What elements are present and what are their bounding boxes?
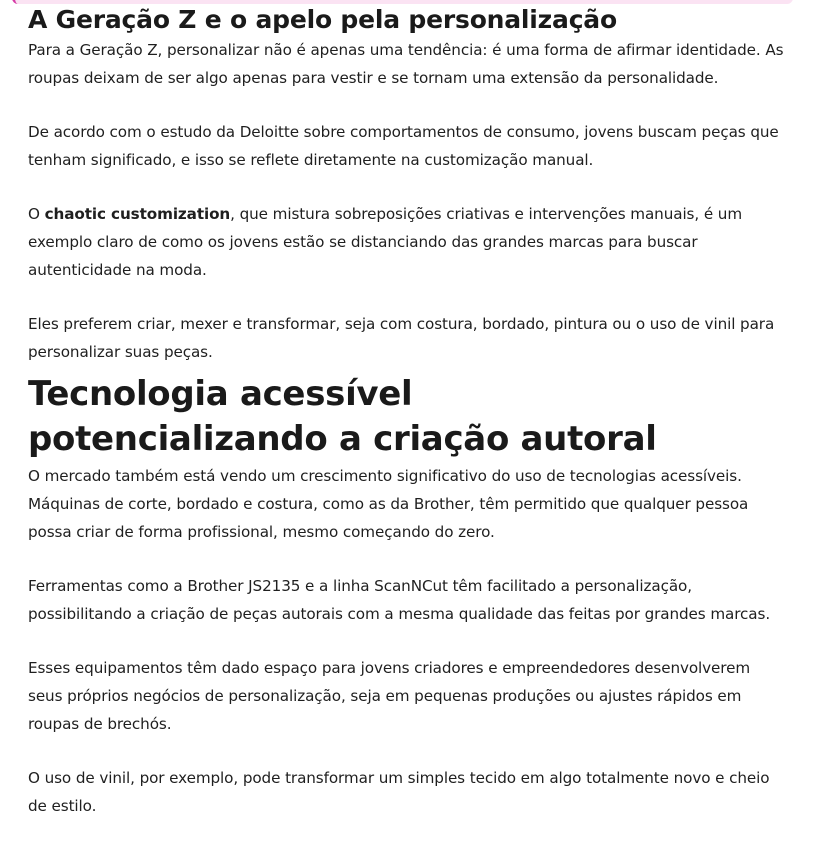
bold-term: chaotic customization [44,205,231,223]
paragraph: Ferramentas como a Brother JS2135 e a linha ScanNCut têm facilitado a personalização, possibilitando a criação de peças autorais com a mesma qualidade das feitas por grandes marcas. [28,577,771,623]
paragraph [28,200,788,284]
text: , que mistura sobreposições criativas e intervenções manuais, é um exemplo claro de como os jovens estão se distanciando das grandes marcas para buscar autenticidade na moda. [28,205,743,279]
text: O [28,205,45,223]
paragraph: Esses equipamentos têm dado espaço para jovens criadores e empreendedores desenvolverem seus próprios negócios de personalização, seja em pequenas produções ou ajustes rápidos em roupas de brechós. [28,659,751,733]
paragraph: Eles preferem criar, mexer e transformar, seja com costura, bordado, pintura ou o uso de vinil para personalizar suas peças. [28,315,775,361]
paragraph: O mercado também está vendo um crescimento significativo do uso de tecnologias acessíveis. Máquinas de corte, bordado e costura, como as da Brother, têm permitido que qualquer pessoa possa criar de forma profissional, mesmo começando do zero. [28,467,749,541]
paragraph: Para a Geração Z, personalizar não é apenas uma tendência: é uma forma de afirmar identidade. As roupas deixam de ser algo apenas para vestir e se tornam uma extensão da personalidade. [28,41,784,87]
paragraph: O uso de vinil, por exemplo, pode transformar um simples tecido em algo totalmente novo e cheio de estilo. [28,769,770,815]
section-heading: A Geração Z e o apelo pela personalização [28,5,617,34]
paragraph: De acordo com o estudo da Deloitte sobre comportamentos de consumo, jovens buscam peças que tenham significado, e isso se reflete diretamente na customização manual. [28,123,779,169]
section-heading: Tecnologia acessível potencializando a criação autoral [28,374,657,459]
article-body [28,4,788,846]
